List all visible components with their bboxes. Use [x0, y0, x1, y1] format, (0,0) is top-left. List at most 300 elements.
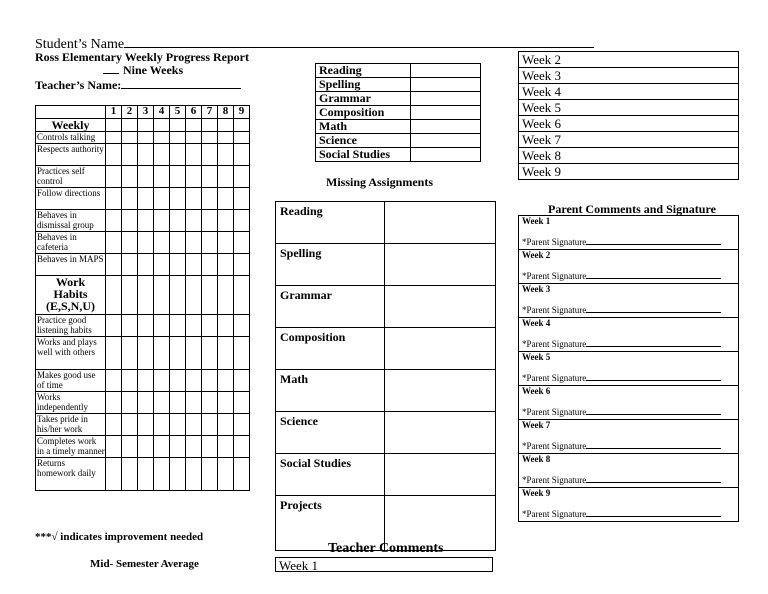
work-4-week-7-cell[interactable] — [202, 414, 218, 436]
parent-signature-line[interactable] — [586, 406, 721, 415]
work-1-week-6-cell[interactable] — [186, 337, 202, 370]
missing-notes-cell[interactable] — [385, 244, 496, 286]
work-0-week-1-cell[interactable] — [106, 315, 122, 337]
grade-row — [316, 120, 481, 134]
work-1-week-2-cell[interactable] — [122, 337, 138, 370]
behavior-1-week-6-cell[interactable] — [186, 144, 202, 166]
parent-comment-row — [519, 284, 739, 318]
parent-week-label: Week 8 — [522, 454, 551, 464]
behavior-1-week-9-cell[interactable] — [234, 144, 250, 166]
grade-value-cell[interactable] — [411, 120, 481, 134]
parent-comment-row — [519, 250, 739, 284]
work-6-week-4-cell[interactable] — [154, 458, 170, 491]
work-habits-heading — [36, 276, 106, 315]
parent-comment-cell[interactable] — [519, 386, 739, 420]
behavior-5-week-3-cell[interactable] — [138, 232, 154, 254]
work-3-week-4-cell[interactable] — [154, 392, 170, 414]
behavior-6-week-7-cell[interactable] — [202, 254, 218, 276]
parent-signature-field[interactable] — [522, 440, 721, 451]
behavior-5-week-7-cell[interactable] — [202, 232, 218, 254]
weekly-heading-week-1-cell[interactable] — [106, 119, 122, 132]
behavior-6-week-1-cell[interactable] — [106, 254, 122, 276]
behavior-6-week-8-cell[interactable] — [218, 254, 234, 276]
nine-weeks-label: Nine Weeks — [123, 63, 184, 77]
week-number: 8 — [218, 106, 234, 119]
work-3-week-8-cell[interactable] — [218, 392, 234, 414]
parent-signature-label: *Parent Signature — [522, 339, 587, 349]
behavior-3-week-3-cell[interactable] — [138, 188, 154, 210]
work-heading-week-1-cell[interactable] — [106, 276, 122, 315]
behavior-row — [36, 254, 250, 276]
work-2-week-2-cell[interactable] — [122, 370, 138, 392]
work-heading-week-6-cell[interactable] — [186, 276, 202, 315]
week-number: 1 — [106, 106, 122, 119]
work-habit-label: Makes good use of time — [36, 370, 106, 392]
weekly-heading-week-7-cell[interactable] — [202, 119, 218, 132]
parent-signature-label: *Parent Signature — [522, 305, 587, 315]
work-habit-label: Works and plays well with others — [36, 337, 106, 370]
work-3-week-7-cell[interactable] — [202, 392, 218, 414]
behavior-4-week-1-cell[interactable] — [106, 210, 122, 232]
grade-row — [316, 148, 481, 162]
behavior-5-week-1-cell[interactable] — [106, 232, 122, 254]
corner-cell — [36, 106, 106, 119]
behavior-5-week-9-cell[interactable] — [234, 232, 250, 254]
behavior-2-week-9-cell[interactable] — [234, 166, 250, 188]
parent-signature-line[interactable] — [586, 304, 721, 313]
behavior-label: Practices self control — [36, 166, 106, 188]
work-5-week-1-cell[interactable] — [106, 436, 122, 458]
work-6-week-9-cell[interactable] — [234, 458, 250, 491]
weekly-heading-week-9-cell[interactable] — [234, 119, 250, 132]
weekly-heading-week-6-cell[interactable] — [186, 119, 202, 132]
parent-signature-line[interactable] — [586, 338, 721, 347]
grade-subject: Grammar — [316, 92, 411, 106]
behavior-3-week-2-cell[interactable] — [122, 188, 138, 210]
work-6-week-2-cell[interactable] — [122, 458, 138, 491]
missing-notes-cell[interactable] — [385, 454, 496, 496]
work-1-week-9-cell[interactable] — [234, 337, 250, 370]
parent-comment-cell[interactable] — [519, 250, 739, 284]
grade-row — [316, 78, 481, 92]
work-0-week-9-cell[interactable] — [234, 315, 250, 337]
behavior-2-week-1-cell[interactable] — [106, 166, 122, 188]
behavior-4-week-9-cell[interactable] — [234, 210, 250, 232]
missing-subject: Spelling — [276, 244, 385, 286]
work-5-week-2-cell[interactable] — [122, 436, 138, 458]
work-habit-label: Completes work in a timely manner — [37, 436, 105, 456]
teacher-comment-weeks — [518, 51, 739, 180]
work-6-week-3-cell[interactable] — [138, 458, 154, 491]
behavior-2-week-8-cell[interactable] — [218, 166, 234, 188]
work-habit-row — [36, 436, 250, 458]
work-0-week-4-cell[interactable] — [154, 315, 170, 337]
work-1-week-7-cell[interactable] — [202, 337, 218, 370]
behavior-1-week-5-cell[interactable] — [170, 144, 186, 166]
work-1-week-4-cell[interactable] — [154, 337, 170, 370]
student-name-line[interactable] — [124, 35, 594, 48]
behavior-4-week-8-cell[interactable] — [218, 210, 234, 232]
behavior-6-week-4-cell[interactable] — [154, 254, 170, 276]
work-habit-label: Practice good listening habits — [36, 315, 106, 337]
grade-value-cell[interactable] — [411, 134, 481, 148]
behavior-2-week-3-cell[interactable] — [138, 166, 154, 188]
work-1-week-5-cell[interactable] — [170, 337, 186, 370]
parent-signature-label: *Parent Signature — [522, 407, 587, 417]
grade-value-cell[interactable] — [411, 92, 481, 106]
parent-week-label: Week 2 — [522, 250, 551, 260]
behavior-row — [36, 188, 250, 210]
grade-value-cell[interactable] — [411, 78, 481, 92]
parent-signature-field[interactable] — [522, 304, 721, 315]
behavior-3-week-4-cell[interactable] — [154, 188, 170, 210]
work-habit-row — [36, 315, 250, 337]
parent-signature-field[interactable] — [522, 338, 721, 349]
behavior-1-week-8-cell[interactable] — [218, 144, 234, 166]
work-0-week-3-cell[interactable] — [138, 315, 154, 337]
work-4-week-6-cell[interactable] — [186, 414, 202, 436]
work-3-week-6-cell[interactable] — [186, 392, 202, 414]
parent-signature-label: *Parent Signature — [522, 509, 587, 519]
work-habits-heading-line: (E,S,N,U) — [45, 299, 95, 313]
work-4-week-2-cell[interactable] — [122, 414, 138, 436]
teacher-name-field[interactable] — [35, 78, 241, 93]
teacher-comment-week[interactable]: Week 4 — [519, 84, 739, 100]
nine-weeks-blank[interactable] — [103, 63, 119, 74]
work-heading-week-7-cell[interactable] — [202, 276, 218, 315]
parent-signature-field[interactable] — [522, 236, 721, 247]
work-2-week-9-cell[interactable] — [234, 370, 250, 392]
grade-subject: Composition — [316, 106, 411, 120]
work-habit-row — [36, 458, 250, 491]
behavior-2-week-4-cell[interactable] — [154, 166, 170, 188]
grade-subject: Social Studies — [316, 148, 411, 162]
work-habit-row — [36, 370, 250, 392]
behavior-0-week-1-cell[interactable] — [106, 132, 122, 144]
work-4-week-8-cell[interactable] — [218, 414, 234, 436]
weekly-heading-row — [36, 119, 250, 132]
behavior-row — [36, 166, 250, 188]
missing-assignment-row — [276, 454, 496, 496]
behavior-label: Respects authority — [36, 144, 106, 166]
teacher-name-label: Teacher’s Name: — [35, 78, 122, 92]
behavior-1-week-2-cell[interactable] — [122, 144, 138, 166]
missing-subject: Math — [276, 370, 385, 412]
missing-subject: Composition — [276, 328, 385, 370]
missing-notes-cell[interactable] — [385, 370, 496, 412]
behavior-5-week-2-cell[interactable] — [122, 232, 138, 254]
work-heading-week-9-cell[interactable] — [234, 276, 250, 315]
work-2-week-4-cell[interactable] — [154, 370, 170, 392]
week-row — [519, 84, 739, 100]
week-number: 5 — [170, 106, 186, 119]
missing-notes-cell[interactable] — [385, 286, 496, 328]
teacher-comment-week[interactable]: Week 9 — [519, 164, 739, 180]
work-4-week-9-cell[interactable] — [234, 414, 250, 436]
work-3-week-2-cell[interactable] — [122, 392, 138, 414]
behavior-row — [36, 232, 250, 254]
behavior-4-week-7-cell[interactable] — [202, 210, 218, 232]
work-1-week-1-cell[interactable] — [106, 337, 122, 370]
behavior-6-week-6-cell[interactable] — [186, 254, 202, 276]
work-0-week-7-cell[interactable] — [202, 315, 218, 337]
behavior-0-week-4-cell[interactable] — [154, 132, 170, 144]
teacher-comment-week[interactable]: Week 5 — [519, 100, 739, 116]
missing-notes-cell[interactable] — [385, 412, 496, 454]
missing-subject: Grammar — [276, 286, 385, 328]
behavior-6-week-5-cell[interactable] — [170, 254, 186, 276]
parent-signature-line[interactable] — [586, 270, 721, 279]
work-heading-week-4-cell[interactable] — [154, 276, 170, 315]
grade-subject: Spelling — [316, 78, 411, 92]
parent-week-label: Week 7 — [522, 420, 551, 430]
work-6-week-1-cell[interactable] — [106, 458, 122, 491]
parent-comments-title: Parent Comments and Signature — [548, 202, 716, 216]
missing-subject: Social Studies — [276, 454, 385, 496]
behavior-6-week-3-cell[interactable] — [138, 254, 154, 276]
week-row — [519, 100, 739, 116]
teacher-name-line[interactable] — [121, 78, 241, 89]
parent-comment-row — [519, 318, 739, 352]
work-5-week-7-cell[interactable] — [202, 436, 218, 458]
work-5-week-8-cell[interactable] — [218, 436, 234, 458]
week-row — [519, 148, 739, 164]
parent-comment-row — [519, 386, 739, 420]
week-number: 6 — [186, 106, 202, 119]
parent-comment-cell[interactable] — [519, 284, 739, 318]
parent-week-label: Week 4 — [522, 318, 551, 328]
behavior-2-week-2-cell[interactable] — [122, 166, 138, 188]
behavior-0-week-2-cell[interactable] — [122, 132, 138, 144]
work-2-week-6-cell[interactable] — [186, 370, 202, 392]
work-5-week-9-cell[interactable] — [234, 436, 250, 458]
grade-value-cell[interactable] — [411, 148, 481, 162]
work-5-week-3-cell[interactable] — [138, 436, 154, 458]
behavior-label: Controls talking — [36, 132, 106, 144]
weekly-heading-week-2-cell[interactable] — [122, 119, 138, 132]
work-heading-week-2-cell[interactable] — [122, 276, 138, 315]
behavior-2-week-6-cell[interactable] — [186, 166, 202, 188]
missing-notes-cell[interactable] — [385, 328, 496, 370]
behavior-0-week-8-cell[interactable] — [218, 132, 234, 144]
behavior-4-week-4-cell[interactable] — [154, 210, 170, 232]
student-name-label: Student’s Name — [35, 37, 125, 52]
teacher-comment-week[interactable]: Week 8 — [519, 148, 739, 164]
parent-comment-row — [519, 454, 739, 488]
work-habit-row — [36, 392, 250, 414]
work-4-week-1-cell[interactable] — [106, 414, 122, 436]
behavior-1-week-4-cell[interactable] — [154, 144, 170, 166]
behavior-2-week-5-cell[interactable] — [170, 166, 186, 188]
work-2-week-1-cell[interactable] — [106, 370, 122, 392]
behavior-0-week-9-cell[interactable] — [234, 132, 250, 144]
behavior-row — [36, 210, 250, 232]
work-4-week-4-cell[interactable] — [154, 414, 170, 436]
work-habit-row — [36, 414, 250, 436]
work-6-week-7-cell[interactable] — [202, 458, 218, 491]
week-row — [519, 116, 739, 132]
behavior-5-week-4-cell[interactable] — [154, 232, 170, 254]
behavior-4-week-5-cell[interactable] — [170, 210, 186, 232]
work-3-week-1-cell[interactable] — [106, 392, 122, 414]
grades-table — [315, 63, 481, 162]
missing-subject: Projects — [276, 496, 385, 551]
work-6-week-5-cell[interactable] — [170, 458, 186, 491]
teacher-comment-week[interactable]: Week 7 — [519, 132, 739, 148]
behavior-5-week-6-cell[interactable] — [186, 232, 202, 254]
missing-subject: Reading — [276, 202, 385, 244]
behavior-3-week-9-cell[interactable] — [234, 188, 250, 210]
work-5-week-5-cell[interactable] — [170, 436, 186, 458]
behavior-0-week-5-cell[interactable] — [170, 132, 186, 144]
parent-signature-field[interactable] — [522, 372, 721, 383]
behavior-1-week-1-cell[interactable] — [106, 144, 122, 166]
behavior-label: Behaves in cafeteria — [36, 232, 106, 254]
work-heading-week-8-cell[interactable] — [218, 276, 234, 315]
week-row — [519, 52, 739, 68]
work-habit-row — [36, 337, 250, 370]
parent-signature-field[interactable] — [522, 270, 721, 281]
work-2-week-7-cell[interactable] — [202, 370, 218, 392]
behavior-row — [36, 132, 250, 144]
parent-signature-line[interactable] — [586, 508, 721, 517]
work-habit-label: Works independently — [36, 392, 106, 414]
work-5-week-4-cell[interactable] — [154, 436, 170, 458]
parent-week-label: Week 3 — [522, 284, 551, 294]
parent-signature-label: *Parent Signature — [522, 237, 587, 247]
work-heading-week-5-cell[interactable] — [170, 276, 186, 315]
nine-weeks-field — [103, 63, 183, 78]
behavior-0-week-6-cell[interactable] — [186, 132, 202, 144]
behavior-6-week-9-cell[interactable] — [234, 254, 250, 276]
parent-signature-label: *Parent Signature — [522, 271, 587, 281]
work-1-week-8-cell[interactable] — [218, 337, 234, 370]
parent-comment-row — [519, 420, 739, 454]
week-number: 9 — [234, 106, 250, 119]
work-heading-week-3-cell[interactable] — [138, 276, 154, 315]
work-3-week-5-cell[interactable] — [170, 392, 186, 414]
weekly-heading-week-5-cell[interactable] — [170, 119, 186, 132]
behavior-grid — [35, 105, 250, 491]
work-habits-heading-row — [36, 276, 250, 315]
missing-subject: Science — [276, 412, 385, 454]
work-0-week-6-cell[interactable] — [186, 315, 202, 337]
work-1-week-3-cell[interactable] — [138, 337, 154, 370]
grade-subject: Math — [316, 120, 411, 134]
behavior-5-week-5-cell[interactable] — [170, 232, 186, 254]
missing-assignments-title: Missing Assignments — [326, 175, 434, 189]
parent-comment-cell[interactable] — [519, 216, 739, 250]
behavior-4-week-2-cell[interactable] — [122, 210, 138, 232]
parent-signature-field[interactable] — [522, 508, 721, 519]
teacher-comments-title: Teacher Comments — [328, 541, 444, 556]
behavior-0-week-3-cell[interactable] — [138, 132, 154, 144]
behavior-4-week-6-cell[interactable] — [186, 210, 202, 232]
parent-signature-label: *Parent Signature — [522, 373, 587, 383]
behavior-4-week-3-cell[interactable] — [138, 210, 154, 232]
work-0-week-5-cell[interactable] — [170, 315, 186, 337]
parent-signature-field[interactable] — [522, 474, 721, 485]
behavior-0-week-7-cell[interactable] — [202, 132, 218, 144]
behavior-1-week-7-cell[interactable] — [202, 144, 218, 166]
teacher-comment-week[interactable]: Week 2 — [519, 52, 739, 68]
parent-signature-line[interactable] — [586, 440, 721, 449]
parent-comment-row — [519, 352, 739, 386]
weekly-heading-week-8-cell[interactable] — [218, 119, 234, 132]
work-habit-label: Takes pride in his/her work — [36, 414, 106, 436]
behavior-row — [36, 144, 250, 166]
parent-comment-cell[interactable] — [519, 488, 739, 522]
grade-value-cell[interactable] — [411, 106, 481, 120]
behavior-6-week-2-cell[interactable] — [122, 254, 138, 276]
parent-comment-cell[interactable] — [519, 352, 739, 386]
grade-row — [316, 134, 481, 148]
grade-row — [316, 64, 481, 78]
week-row — [519, 164, 739, 180]
behavior-3-week-5-cell[interactable] — [170, 188, 186, 210]
work-0-week-8-cell[interactable] — [218, 315, 234, 337]
grade-value-cell[interactable] — [411, 64, 481, 78]
weekly-heading-week-4-cell[interactable] — [154, 119, 170, 132]
behavior-2-week-7-cell[interactable] — [202, 166, 218, 188]
work-4-week-3-cell[interactable] — [138, 414, 154, 436]
work-2-week-8-cell[interactable] — [218, 370, 234, 392]
behavior-3-week-6-cell[interactable] — [186, 188, 202, 210]
work-6-week-8-cell[interactable] — [218, 458, 234, 491]
parent-week-label: Week 1 — [522, 216, 551, 226]
parent-signature-field[interactable] — [522, 406, 721, 417]
grade-subject: Science — [316, 134, 411, 148]
work-habit-label: Returns homework daily — [36, 458, 106, 491]
work-2-week-5-cell[interactable] — [170, 370, 186, 392]
report-title: Ross Elementary Weekly Progress Report — [35, 50, 249, 64]
teacher-comment-week[interactable]: Week 6 — [519, 116, 739, 132]
work-6-week-6-cell[interactable] — [186, 458, 202, 491]
week-row — [519, 68, 739, 84]
work-2-week-3-cell[interactable] — [138, 370, 154, 392]
work-4-week-5-cell[interactable] — [170, 414, 186, 436]
mid-semester-average-label: Mid- Semester Average — [90, 558, 199, 570]
behavior-5-week-8-cell[interactable] — [218, 232, 234, 254]
parent-comment-cell[interactable] — [519, 318, 739, 352]
grade-row — [316, 92, 481, 106]
behavior-3-week-7-cell[interactable] — [202, 188, 218, 210]
week-number: 3 — [138, 106, 154, 119]
parent-week-label: Week 6 — [522, 386, 551, 396]
work-0-week-2-cell[interactable] — [122, 315, 138, 337]
behavior-3-week-1-cell[interactable] — [106, 188, 122, 210]
parent-week-label: Week 9 — [522, 488, 551, 498]
behavior-label: Behaves in MAPS — [36, 254, 106, 276]
parent-comment-cell[interactable] — [519, 420, 739, 454]
work-5-week-6-cell[interactable] — [186, 436, 202, 458]
work-habits-heading-line: Work — [55, 275, 86, 289]
parent-comment-cell[interactable] — [519, 454, 739, 488]
teacher-comment-week-1[interactable]: Week 1 — [275, 557, 493, 572]
parent-signature-line[interactable] — [586, 474, 721, 483]
parent-signature-line[interactable] — [586, 236, 721, 245]
missing-notes-cell[interactable] — [385, 202, 496, 244]
parent-comments-table — [518, 215, 739, 522]
parent-signature-line[interactable] — [586, 372, 721, 381]
teacher-comment-week[interactable]: Week 3 — [519, 68, 739, 84]
weekly-heading-week-3-cell[interactable] — [138, 119, 154, 132]
behavior-1-week-3-cell[interactable] — [138, 144, 154, 166]
missing-assignment-row — [276, 370, 496, 412]
behavior-3-week-8-cell[interactable] — [218, 188, 234, 210]
work-3-week-3-cell[interactable] — [138, 392, 154, 414]
work-3-week-9-cell[interactable] — [234, 392, 250, 414]
